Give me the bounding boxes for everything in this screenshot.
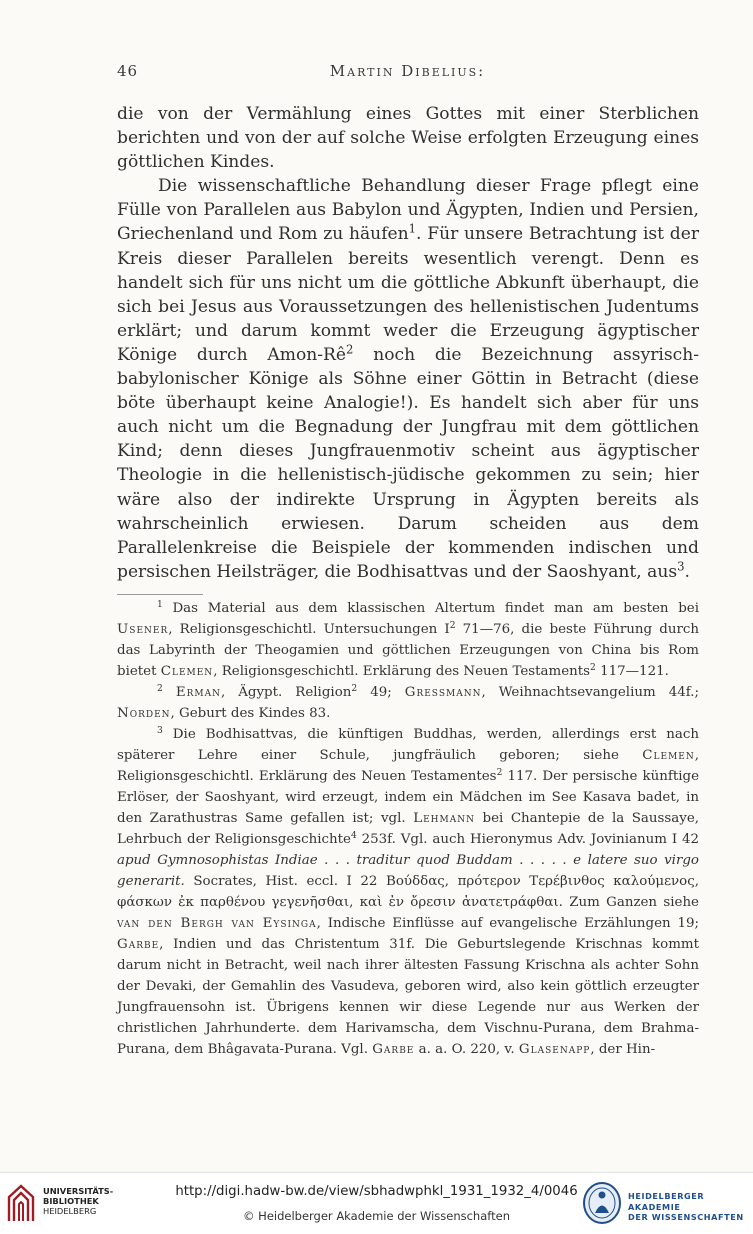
- footnote-1: $^1$ Das Material aus dem klassischen Altertum findet man am besten bei Usener, Religionsgeschichtl. Untersuchungen $I^2$ 71—76, die beste Führung durch das Labyrinth der Theogamien und göttlichen Erzeugungen von China bis Rom bietet Clemen, Religionsgeschichtl. Erklärung des Neuen Testaments$^2$ 117—121.: [117, 600, 699, 679]
- footnote-divider: [117, 594, 203, 595]
- permalink-url[interactable]: http://digi.hadw-bw.de/view/sbhadwphkl_1931_1932_4/0046: [175, 1184, 578, 1199]
- page-number: 46: [117, 62, 139, 80]
- viewer-footer: [0, 1172, 753, 1234]
- footnotes: [117, 598, 699, 1060]
- copyright-notice: © Heidelberger Akademie der Wissenschaften: [243, 1209, 510, 1223]
- footnote-3: $^3$ Die Bodhisattvas, die künftigen Buddhas, werden, allerdings erst nach späterer Lehre einer Schule, jungfräulich geboren; siehe Clemen, Religionsgeschichtl. Erklärung des Neuen Testamentes$^2$ 117. Der persische künftige Erlöser, der Saoshyant, wird erzeugt, indem ein Mädchen im See Kasava badet, in den Zarathustras Same gefallen ist; vgl. Lehmann bei Chantepie de la Saussaye, Lehrbuch der Religionsgeschichte$^4$ 253f. Vgl. auch Hieronymus Adv. Jovinianum I 42 apud Gymnosophistas Indiae . . . traditur quod Buddam . . . . . e latere suo virgo generarit. Socrates, Hist. eccl. I 22 Βούδδας, πρότερον Τερέβινθος καλούμενος, φάσκων ἐκ παρθένου γεγενῆσθαι, καὶ ἐν ὄρεσιν ἀνατετράφθαι. Zum Ganzen siehe van den Bergh van Eysinga, Indische Einflüsse auf evangelische Erzählungen 19; Garbe, Indien und das Christentum 31f. Die Geburtslegende Krischnas kommt darum nicht in Betracht, weil nach ihrer ältesten Fassung Krischna als achter Sohn der Devaki, der Gemahlin des Vasudeva, geboren wird, also kein göttlich erzeugter Jungfrauensohn ist. Übrigens kennen wir diese Legende nur aus Werken der christlichen Jahrhunderte. dem Harivamscha, dem Vischnu-Purana, dem Brahma-Purana, dem Bhâgavata-Purana. Vgl. Garbe a. a. O. 220, v. Glasenapp, der Hin-: [117, 726, 700, 1057]
- paragraph-2: Die wissenschaftliche Behandlung dieser Frage pflegt eine Fülle von Parallelen aus Babylon und Ägypten, Indien und Persien, Griechenland und Rom zu häufen$^1$. Für unsere Betrachtung ist der Kreis dieser Parallelen bereits wesentlich verengt. Denn es handelt sich für uns nicht um die göttliche Abkunft überhaupt, die sich bei Jesus aus Voraussetzungen des hellenistischen Judentums erklärt; und darum kommt weder die Erzeugung ägyptischer Könige durch Amon-$Rê^2$ noch die Bezeichnung assyrisch-babylonischer Könige als Söhne einer Göttin in Betracht (diese böte überhaupt keine Analogie!). Es handelt sich aber für uns auch nicht um die Begnadung der Jungfrau mit dem göttlichen Kind; denn dieses Jungfrauenmotiv scheint aus ägyptischer Theologie in die hellenistisch-jüdische gekommen zu sein; hier wäre also der indirekte Ursprung in Ägypten bereits als wahrscheinlich erwiesen. Darum scheiden aus dem Parallelenkreise die Beispiele der kommenden indischen und persischen Heilsträger, die Bodhisattvas und der Saoshyant, aus$^3$.: [117, 176, 700, 582]
- footnote-ref: 2: [346, 342, 354, 357]
- academy-name: HEIDELBERGER AKADEMIE DER WISSENSCHAFTEN: [628, 1191, 744, 1222]
- university-library-logo-icon: [6, 1183, 36, 1223]
- footnote-ref: 1: [408, 222, 417, 237]
- academy-seal-icon: [582, 1181, 622, 1225]
- library-name: UNIVERSITÄTS- BIBLIOTHEK HEIDELBERG: [43, 1186, 114, 1216]
- page-header: [117, 62, 698, 84]
- paragraph-1: die von der Vermählung eines Gottes mit einer Sterblichen berichten und von der auf solche Weise erfolgten Erzeugung eines göttlichen Kindes.: [117, 104, 699, 173]
- footnote-ref: 3: [677, 559, 685, 574]
- footnote-2: $^2$ Erman, Ägypt. Religion$^2$ 49; Gressmann, Weihnachtsevangelium 44f.; Norden, Geburt des Kindes 83.: [117, 684, 699, 721]
- running-title: Martin Dibelius:: [329, 62, 486, 80]
- main-text: [117, 102, 699, 584]
